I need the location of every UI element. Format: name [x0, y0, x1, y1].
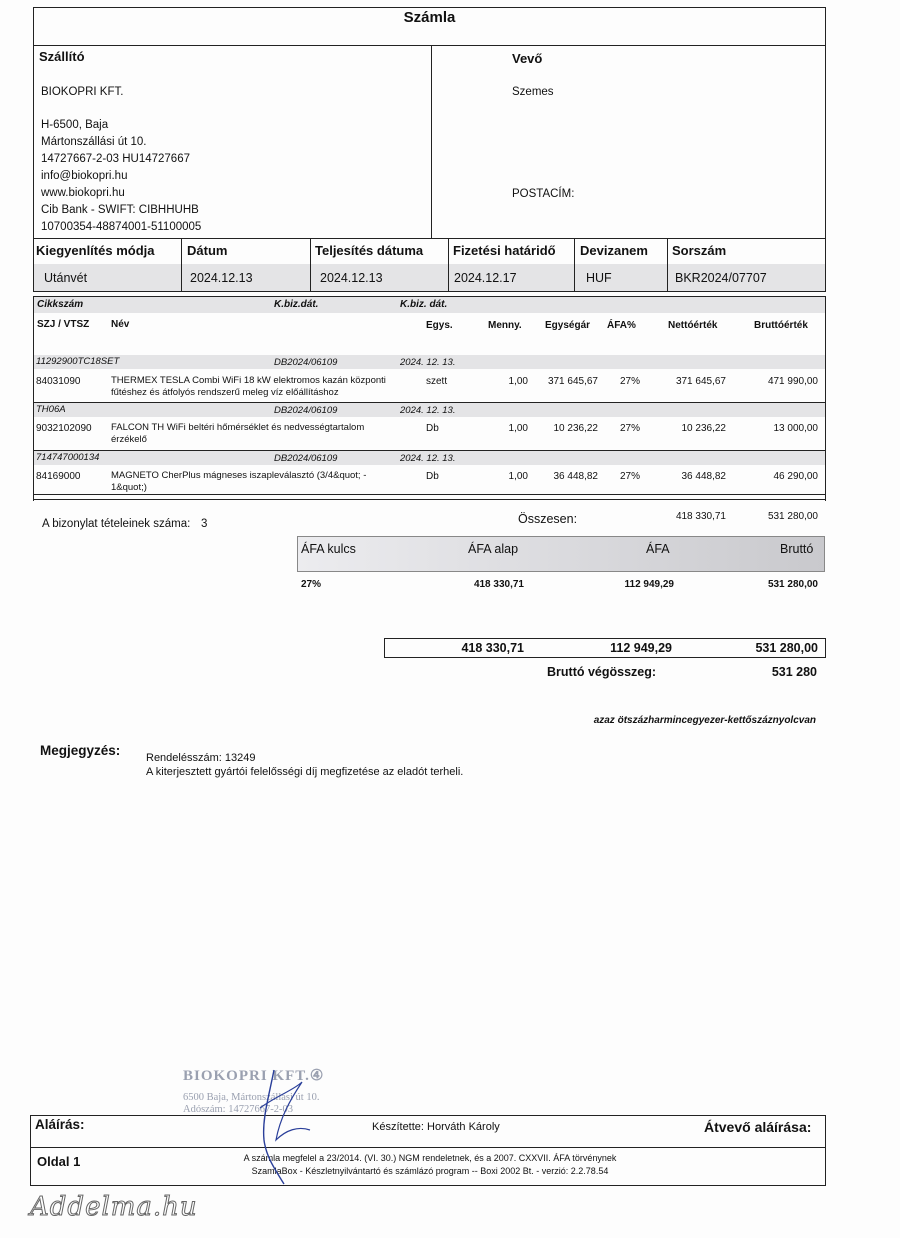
supplier-heading: Szállító — [39, 49, 85, 64]
col-brutto: Bruttóérték — [754, 320, 808, 331]
summary-divider-4 — [574, 238, 575, 291]
item-1-vtsz: 84031090 — [36, 376, 81, 387]
order-number: Rendelésszám: 13249 — [146, 752, 256, 764]
handwritten-signature — [240, 1060, 320, 1190]
supplier-tax: 14727667-2-03 HU14727667 — [41, 153, 190, 165]
supplier-name: BIOKOPRI KFT. — [41, 86, 124, 98]
item-3-name-line2: 1&quot;) — [111, 482, 147, 493]
item-1-qty: 1,00 — [508, 376, 528, 387]
col-egys: Egys. — [426, 320, 453, 331]
grand-total-words: azaz ötszázharmincegyezer-kettőszáznyolcvan — [593, 715, 816, 726]
vat-base-header: ÁFA alap — [468, 542, 519, 556]
item-1-name-line1: THERMEX TESLA Combi WiFi 18 kW elektromos kazán központi — [111, 375, 386, 386]
serial-value: BKR2024/07707 — [675, 271, 767, 285]
buyer-name: Szemes — [512, 86, 554, 98]
item-1-gross: 471 990,00 — [767, 376, 818, 387]
item-1-vat: 27% — [620, 376, 641, 387]
item-2-qty: 1,00 — [508, 423, 528, 434]
item-3-code: 714747000134 — [36, 452, 100, 463]
total-label: Összesen: — [518, 512, 578, 526]
serial-header: Sorszám — [672, 243, 727, 258]
vat-amount-header: ÁFA — [646, 542, 670, 556]
col-egysegar: Egységár — [545, 320, 591, 331]
summary-divider-3 — [448, 238, 449, 291]
item-3-net: 36 448,82 — [681, 471, 726, 482]
supplier-buyer-divider — [431, 45, 432, 238]
col-kbiz-date: K.biz. dát. — [400, 299, 448, 310]
notes-block — [146, 751, 463, 779]
item-1-name — [111, 375, 386, 399]
company-stamp-tax: Adószám: 14727667-2-03 — [183, 1104, 293, 1115]
grand-gross: 531 280,00 — [755, 641, 818, 655]
currency-header: Devizanem — [580, 243, 648, 258]
item-3-unit: Db — [426, 471, 439, 482]
col-kbiz: K.biz.dát. — [274, 299, 319, 310]
item-count-label: A bizonylat tételeinek száma: — [42, 518, 191, 530]
col-szj: SZJ / VTSZ — [37, 319, 90, 330]
col-afa: ÁFA% — [607, 320, 636, 331]
supplier-email: info@biokopri.hu — [41, 170, 128, 182]
signature-label: Aláírás: — [35, 1117, 85, 1132]
item-1-net: 371 645,67 — [675, 376, 726, 387]
item-1-unit: szett — [426, 376, 448, 387]
col-menny: Menny. — [488, 320, 522, 331]
vat-table-header-bg — [297, 536, 825, 572]
item-2-name-line1: FALCON TH WiFi beltéri hőmérséklet és nedvességtartalom — [111, 422, 365, 433]
due-date-value: 2024.12.17 — [454, 271, 517, 285]
title-divider — [33, 45, 826, 46]
item-1-code: 11292900TC18SET — [36, 356, 120, 367]
payment-method-header: Kiegyenlítés módja — [36, 243, 155, 258]
supplier-city: H-6500, Baja — [41, 119, 109, 131]
vat-rate-value: 27% — [301, 579, 322, 590]
item-2-kbiz: DB2024/06109 — [274, 405, 338, 416]
notes-label: Megjegyzés: — [40, 743, 121, 758]
col-cikkszam: Cikkszám — [37, 299, 84, 310]
vat-rate-header: ÁFA kulcs — [301, 542, 356, 556]
company-stamp-name: BIOKOPRI KFT.④ — [183, 1068, 325, 1084]
fulfillment-date-header: Teljesítés dátuma — [315, 243, 424, 258]
buyer-postal-label: POSTACÍM: — [512, 188, 575, 200]
item-3-vat: 27% — [620, 471, 641, 482]
item-2-vat: 27% — [620, 423, 641, 434]
item-2-name-line2: érzékelő — [111, 434, 147, 445]
date-header: Dátum — [187, 243, 228, 258]
item-2-vtsz: 9032102090 — [36, 423, 92, 434]
supplier-account: 10700354-48874001-51100005 — [41, 221, 202, 233]
item-1-date: 2024. 12. 13. — [400, 357, 456, 368]
item-1-kbiz: DB2024/06109 — [274, 357, 338, 368]
item-3-date: 2024. 12. 13. — [400, 453, 456, 464]
notes-text: A kiterjesztett gyártói felelősségi díj megfizetése az eladót terheli. — [146, 766, 464, 778]
summary-divider-2 — [310, 238, 311, 291]
item-2-name — [111, 422, 364, 446]
date-value: 2024.12.13 — [190, 271, 253, 285]
watermark: Addelma.hu — [30, 1192, 198, 1222]
summary-top-line — [33, 238, 826, 239]
payment-method-value: Utánvét — [44, 271, 88, 285]
summary-divider-5 — [667, 238, 668, 291]
fulfillment-date-value: 2024.12.13 — [320, 271, 383, 285]
items-bottom-line-2 — [33, 499, 826, 500]
item-3-vtsz: 84169000 — [36, 471, 81, 482]
item-2-gross: 13 000,00 — [773, 423, 818, 434]
buyer-heading: Vevő — [512, 51, 543, 66]
col-netto: Nettóérték — [668, 320, 718, 331]
item-2-code: TH06A — [36, 404, 66, 415]
page-number: Oldal 1 — [37, 1154, 81, 1169]
item-3-price: 36 448,82 — [553, 471, 598, 482]
currency-value: HUF — [586, 271, 612, 285]
item-3-name — [111, 470, 366, 494]
total-gross: 531 280,00 — [767, 511, 818, 522]
supplier-block — [41, 84, 201, 236]
supplier-web: www.biokopri.hu — [41, 187, 125, 199]
grand-net: 418 330,71 — [461, 641, 524, 655]
company-stamp-address: 6500 Baja, Mártonszállási út 10. — [183, 1092, 320, 1103]
item-1-price: 371 645,67 — [547, 376, 598, 387]
receiver-signature-label: Átvevő aláírása: — [704, 1119, 812, 1135]
grand-total-value: 531 280 — [771, 665, 817, 679]
total-net: 418 330,71 — [675, 511, 726, 522]
item-3-qty: 1,00 — [508, 471, 528, 482]
item-2-net: 10 236,22 — [681, 423, 726, 434]
invoice-title: Számla — [403, 9, 456, 26]
prepared-by: Készítette: Horváth Károly — [372, 1121, 500, 1133]
item-2-unit: Db — [426, 423, 439, 434]
supplier-street: Mártonszállási út 10. — [41, 136, 147, 148]
vat-gross-header: Bruttó — [780, 542, 814, 556]
item-2-price: 10 236,22 — [553, 423, 598, 434]
due-date-header: Fizetési határidő — [453, 243, 556, 258]
item-count: 3 — [201, 518, 208, 530]
item-3-gross: 46 290,00 — [773, 471, 818, 482]
footer-divider — [30, 1147, 826, 1148]
supplier-bank: Cib Bank - SWIFT: CIBHHUHB — [41, 204, 199, 216]
summary-divider-1 — [181, 238, 182, 291]
grand-vat: 112 949,29 — [610, 641, 672, 655]
items-bottom-line-1 — [33, 494, 826, 495]
legal-line-2: SzamlaBox - Készletnyilvántartó és számlázó program -- Boxi 2002 Bt. - verzió: 2.2.78.54 — [251, 1166, 609, 1176]
item-1-name-line2: fűtéshez és átfolyós rendszerű meleg víz előállításhoz — [111, 387, 339, 398]
vat-gross-value: 531 280,00 — [767, 579, 818, 590]
item-2-date: 2024. 12. 13. — [400, 405, 456, 416]
item-3-kbiz: DB2024/06109 — [274, 453, 338, 464]
vat-amount-value: 112 949,29 — [624, 579, 674, 590]
col-nev: Név — [111, 319, 130, 330]
vat-base-value: 418 330,71 — [473, 579, 524, 590]
item-3-name-line1: MAGNETO CherPlus mágneses iszapleválasztó (3/4&quot; - — [111, 470, 367, 481]
legal-line-1: A számla megfelel a 23/2014. (VI. 30.) NGM rendeletnek, és a 2007. CXXVII. ÁFA törvénynek — [243, 1153, 617, 1163]
grand-total-label: Bruttó végösszeg: — [547, 665, 657, 679]
